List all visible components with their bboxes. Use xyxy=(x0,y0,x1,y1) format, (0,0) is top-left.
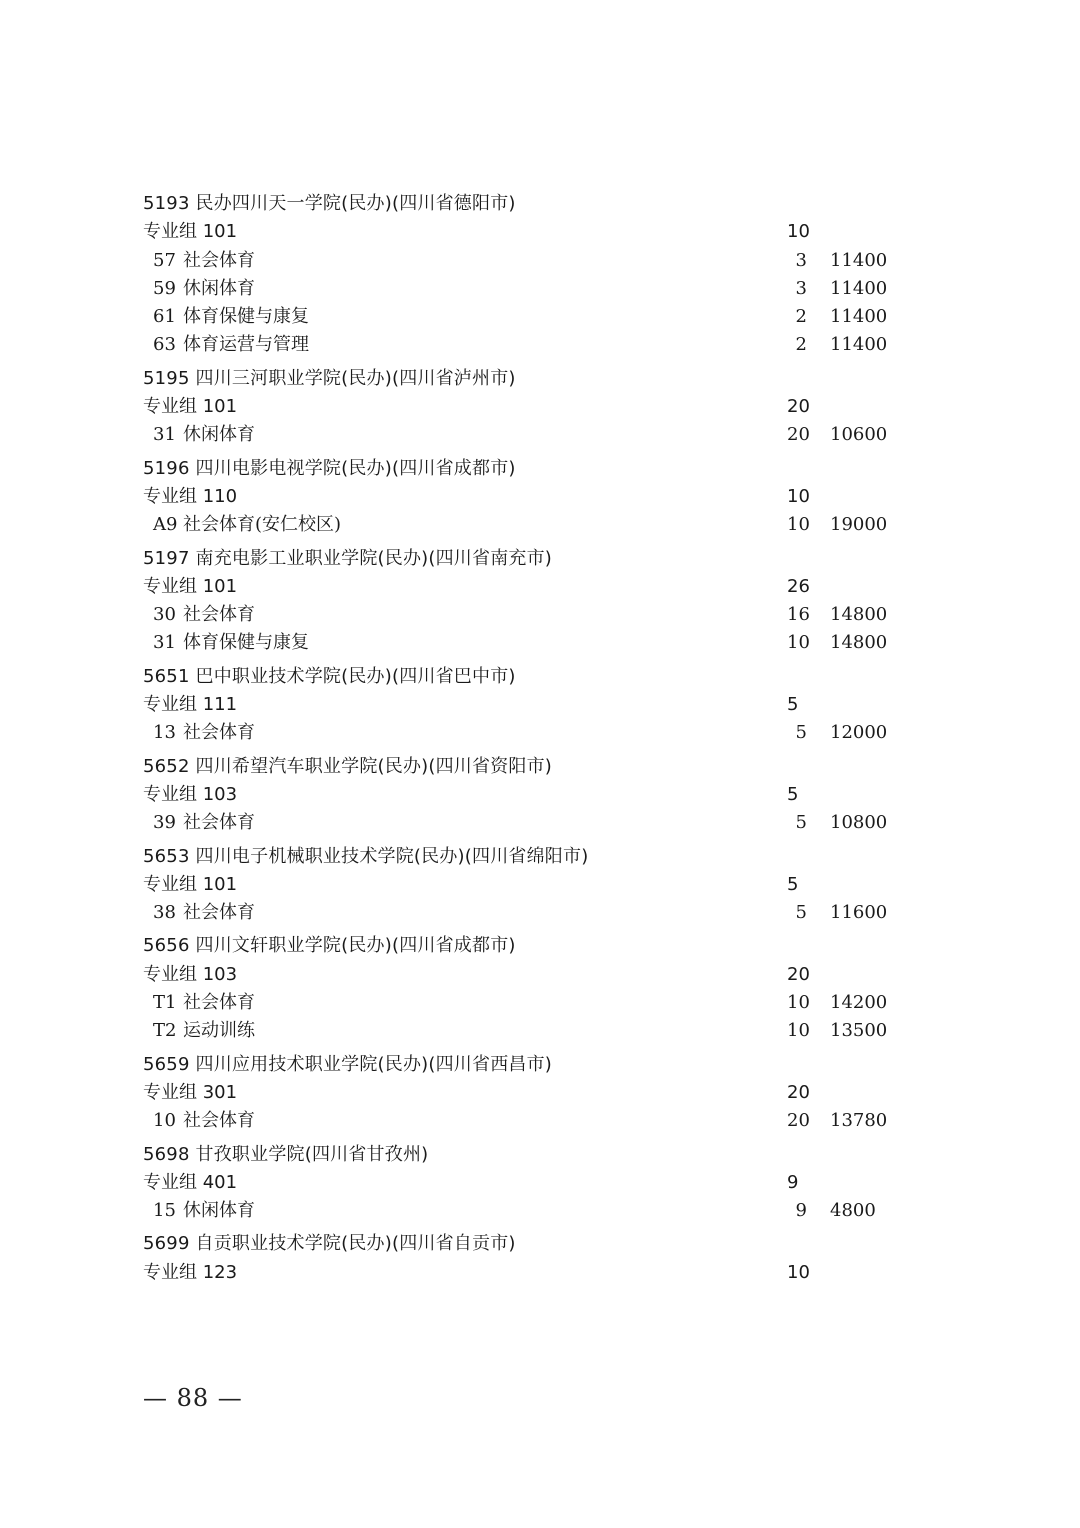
school-header: 5656 四川文轩职业学院(民办)(四川省成都市) xyxy=(143,935,516,957)
major-group-count: 26 xyxy=(787,575,810,597)
school-header: 5651 巴中职业技术学院(民办)(四川省巴中市) xyxy=(143,665,516,687)
school-header: 5195 四川三河职业学院(民办)(四川省泸州市) xyxy=(143,367,516,389)
major-row xyxy=(143,247,943,275)
major-row xyxy=(143,601,943,629)
major-plan-count: 10 xyxy=(787,1020,810,1042)
school-header: 5652 四川希望汽车职业学院(民办)(四川省资阳市) xyxy=(143,755,553,777)
school-header: 5653 四川电子机械职业技术学院(民办)(四川省绵阳市) xyxy=(143,845,589,867)
major-group-count: 5 xyxy=(787,694,799,716)
major-group-row xyxy=(143,871,943,899)
school-block xyxy=(143,1230,943,1287)
major-group-row xyxy=(143,1259,943,1287)
major-group-count: 10 xyxy=(787,485,810,507)
major-code: 30 xyxy=(153,604,176,626)
major-name: 体育保健与康复 xyxy=(183,306,309,328)
major-group-row xyxy=(143,781,943,809)
major-name: 社会体育(安仁校区) xyxy=(183,514,342,536)
major-tuition-fee: 12000 xyxy=(830,722,888,744)
major-group-count: 20 xyxy=(787,396,810,418)
school-block xyxy=(143,545,943,658)
major-code: T2 xyxy=(153,1020,177,1042)
major-name: 社会体育 xyxy=(183,249,255,271)
major-group-row xyxy=(143,1079,943,1107)
major-code: 31 xyxy=(153,632,176,654)
major-row xyxy=(143,303,943,331)
major-group-label: 专业组 101 xyxy=(143,396,238,418)
major-plan-count: 20 xyxy=(787,424,810,446)
major-row xyxy=(143,809,943,837)
major-group-count: 20 xyxy=(787,1081,810,1103)
school-block xyxy=(143,1141,943,1226)
major-code: 63 xyxy=(153,334,176,356)
major-tuition-fee: 11400 xyxy=(830,277,888,299)
major-plan-count: 5 xyxy=(795,722,807,744)
major-name: 社会体育 xyxy=(183,1110,255,1132)
school-header: 5659 四川应用技术职业学院(民办)(四川省西昌市) xyxy=(143,1053,553,1075)
major-tuition-fee: 10800 xyxy=(830,812,888,834)
major-tuition-fee: 13780 xyxy=(830,1110,888,1132)
major-row xyxy=(143,1197,943,1225)
school-header: 5193 民办四川天一学院(民办)(四川省德阳市) xyxy=(143,193,516,214)
major-group-row xyxy=(143,573,943,601)
major-code: 57 xyxy=(153,249,176,271)
major-code: 38 xyxy=(153,902,176,924)
major-row xyxy=(143,719,943,747)
major-group-label: 专业组 103 xyxy=(143,963,238,985)
major-tuition-fee: 11600 xyxy=(830,902,888,924)
major-group-count: 10 xyxy=(787,221,810,243)
major-plan-count: 10 xyxy=(787,992,810,1014)
school-block xyxy=(143,843,943,928)
major-name: 社会体育 xyxy=(183,902,255,924)
major-name: 社会体育 xyxy=(183,992,255,1014)
major-plan-count: 2 xyxy=(795,306,807,328)
major-group-label: 专业组 103 xyxy=(143,783,238,805)
major-tuition-fee: 14200 xyxy=(830,992,888,1014)
major-group-label: 专业组 301 xyxy=(143,1081,238,1103)
major-tuition-fee: 4800 xyxy=(830,1200,876,1222)
school-header: 5699 自贡职业技术学院(民办)(四川省自贡市) xyxy=(143,1233,516,1255)
school-block xyxy=(143,365,943,450)
major-group-count: 10 xyxy=(787,1261,810,1283)
major-row xyxy=(143,331,943,359)
major-plan-count: 20 xyxy=(787,1110,810,1132)
major-group-count: 20 xyxy=(787,963,810,985)
school-block xyxy=(143,455,943,540)
major-group-count: 9 xyxy=(787,1171,799,1193)
major-plan-count: 16 xyxy=(787,604,810,626)
major-name: 运动训练 xyxy=(183,1020,255,1042)
school-block xyxy=(143,1051,943,1136)
school-header: 5698 甘孜职业学院(四川省甘孜州) xyxy=(143,1143,429,1165)
major-group-row xyxy=(143,961,943,989)
major-name: 休闲体育 xyxy=(183,277,255,299)
major-plan-count: 5 xyxy=(795,812,807,834)
major-group-row xyxy=(143,393,943,421)
major-row xyxy=(143,629,943,657)
major-group-label: 专业组 101 xyxy=(143,873,238,895)
school-header: 5197 南充电影工业职业学院(民办)(四川省南充市) xyxy=(143,547,553,569)
major-group-row xyxy=(143,483,943,511)
major-tuition-fee: 10600 xyxy=(830,424,888,446)
major-plan-count: 9 xyxy=(795,1200,807,1222)
page-number: — 88 — xyxy=(143,1384,243,1412)
major-tuition-fee: 11400 xyxy=(830,306,888,328)
major-name: 社会体育 xyxy=(183,604,255,626)
major-code: 59 xyxy=(153,277,176,299)
major-row xyxy=(143,899,943,927)
major-tuition-fee: 13500 xyxy=(830,1020,888,1042)
major-group-count: 5 xyxy=(787,873,799,895)
major-plan-count: 5 xyxy=(795,902,807,924)
major-row xyxy=(143,511,943,539)
major-group-label: 专业组 401 xyxy=(143,1171,238,1193)
major-code: 13 xyxy=(153,722,176,744)
major-code: 31 xyxy=(153,424,176,446)
major-plan-count: 2 xyxy=(795,334,807,356)
school-block xyxy=(143,932,943,1045)
major-plan-count: 3 xyxy=(795,249,807,271)
major-plan-count: 3 xyxy=(795,277,807,299)
school-block xyxy=(143,663,943,748)
admission-plan-list xyxy=(143,190,943,1292)
major-group-label: 专业组 101 xyxy=(143,221,238,243)
major-tuition-fee: 11400 xyxy=(830,334,888,356)
major-plan-count: 10 xyxy=(787,632,810,654)
major-code: 39 xyxy=(153,812,176,834)
major-plan-count: 10 xyxy=(787,514,810,536)
major-code: 10 xyxy=(153,1110,176,1132)
school-block xyxy=(143,753,943,838)
major-tuition-fee: 14800 xyxy=(830,604,888,626)
major-row xyxy=(143,989,943,1017)
major-tuition-fee: 11400 xyxy=(830,249,888,271)
major-group-row xyxy=(143,218,943,246)
major-group-label: 专业组 101 xyxy=(143,575,238,597)
major-row xyxy=(143,1017,943,1045)
major-name: 休闲体育 xyxy=(183,424,255,446)
major-group-label: 专业组 123 xyxy=(143,1261,238,1283)
major-group-label: 专业组 111 xyxy=(143,694,238,716)
major-name: 体育运营与管理 xyxy=(183,334,309,356)
school-block xyxy=(143,190,943,360)
major-row xyxy=(143,421,943,449)
major-group-count: 5 xyxy=(787,783,799,805)
major-row xyxy=(143,1107,943,1135)
major-name: 社会体育 xyxy=(183,722,255,744)
major-tuition-fee: 14800 xyxy=(830,632,888,654)
major-group-row xyxy=(143,691,943,719)
major-group-row xyxy=(143,1169,943,1197)
major-code: A9 xyxy=(153,514,178,536)
major-name: 体育保健与康复 xyxy=(183,632,309,654)
major-group-label: 专业组 110 xyxy=(143,485,238,507)
major-code: 15 xyxy=(153,1200,176,1222)
school-header: 5196 四川电影电视学院(民办)(四川省成都市) xyxy=(143,457,516,479)
major-name: 社会体育 xyxy=(183,812,255,834)
major-name: 休闲体育 xyxy=(183,1200,255,1222)
major-code: T1 xyxy=(153,992,177,1014)
major-row xyxy=(143,275,943,303)
major-tuition-fee: 19000 xyxy=(830,514,888,536)
major-code: 61 xyxy=(153,306,176,328)
